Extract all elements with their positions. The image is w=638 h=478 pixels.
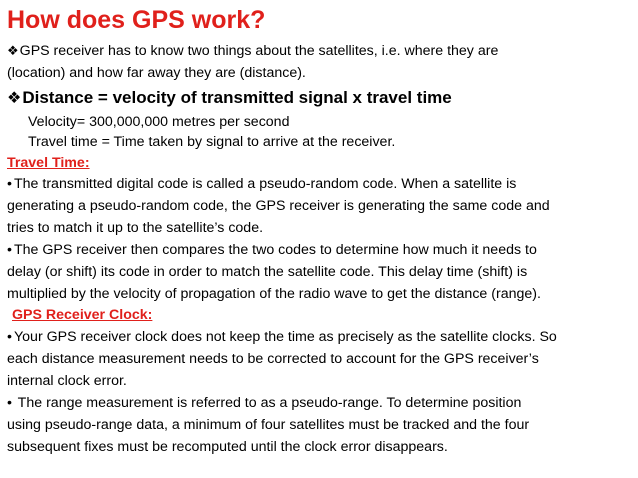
- travel-time-heading: Travel Time:: [7, 155, 90, 171]
- clock-bullet-2-line-3: subsequent fixes must be recomputed until the clock error disappears.: [7, 439, 448, 455]
- dot-bullet-icon: •: [7, 176, 12, 192]
- travel-bullet-1-line-2: generating a pseudo-random code, the GPS receiver is generating the same code and: [7, 198, 550, 214]
- intro-line-2: (location) and how far away they are (distance).: [7, 65, 306, 81]
- travel-time-definition: Travel time = Time taken by signal to arrive at the receiver.: [28, 134, 396, 150]
- travel-bullet-1-line-3: tries to match it up to the satellite’s code.: [7, 220, 264, 236]
- dot-bullet-icon: •: [7, 329, 12, 345]
- travel-bullet-2-line-1: [7, 241, 537, 259]
- slide: [7, 0, 633, 478]
- formula-headline: Distance = velocity of transmitted signal x travel time: [22, 88, 452, 107]
- velocity-line: Velocity= 300,000,000 metres per second: [28, 114, 290, 130]
- travel-bullet-1-line-1: [7, 175, 516, 193]
- travel-bullet-2-line-3: multiplied by the velocity of propagation of the radio wave to get the distance (range).: [7, 286, 541, 302]
- clock-bullet-1-text-1: Your GPS receiver clock does not keep the time as precisely as the satellite clocks. So: [14, 329, 557, 345]
- dot-bullet-icon: •: [7, 242, 12, 258]
- page-title: How does GPS work?: [7, 6, 266, 34]
- clock-bullet-2-line-1: [7, 394, 521, 412]
- dot-bullet-icon: •: [7, 395, 12, 411]
- clock-bullet-1-line-2: each distance measurement needs to be corrected to account for the GPS receiver’s: [7, 351, 539, 367]
- intro-text-1: GPS receiver has to know two things about the satellites, i.e. where they are: [19, 43, 499, 59]
- clock-heading: GPS Receiver Clock:: [12, 307, 153, 323]
- travel-bullet-2-text-1: The GPS receiver then compares the two codes to determine how much it needs to: [14, 242, 537, 258]
- clock-bullet-1-line-3: internal clock error.: [7, 373, 127, 389]
- travel-bullet-1-text-1: The transmitted digital code is called a pseudo-random code. When a satellite is: [14, 176, 517, 192]
- diamond-bullet-icon: ❖: [7, 43, 19, 58]
- formula-headline-row: [7, 88, 452, 109]
- diamond-bullet-icon: ❖: [7, 90, 22, 107]
- clock-bullet-2-text-1: The range measurement is referred to as a pseudo-range. To determine position: [14, 395, 522, 411]
- travel-bullet-2-line-2: delay (or shift) its code in order to match the satellite code. This delay time (shift) is: [7, 264, 528, 280]
- intro-line-1: [7, 42, 498, 60]
- clock-bullet-2-line-2: using pseudo-range data, a minimum of four satellites must be tracked and the four: [7, 417, 530, 433]
- clock-bullet-1-line-1: [7, 328, 557, 346]
